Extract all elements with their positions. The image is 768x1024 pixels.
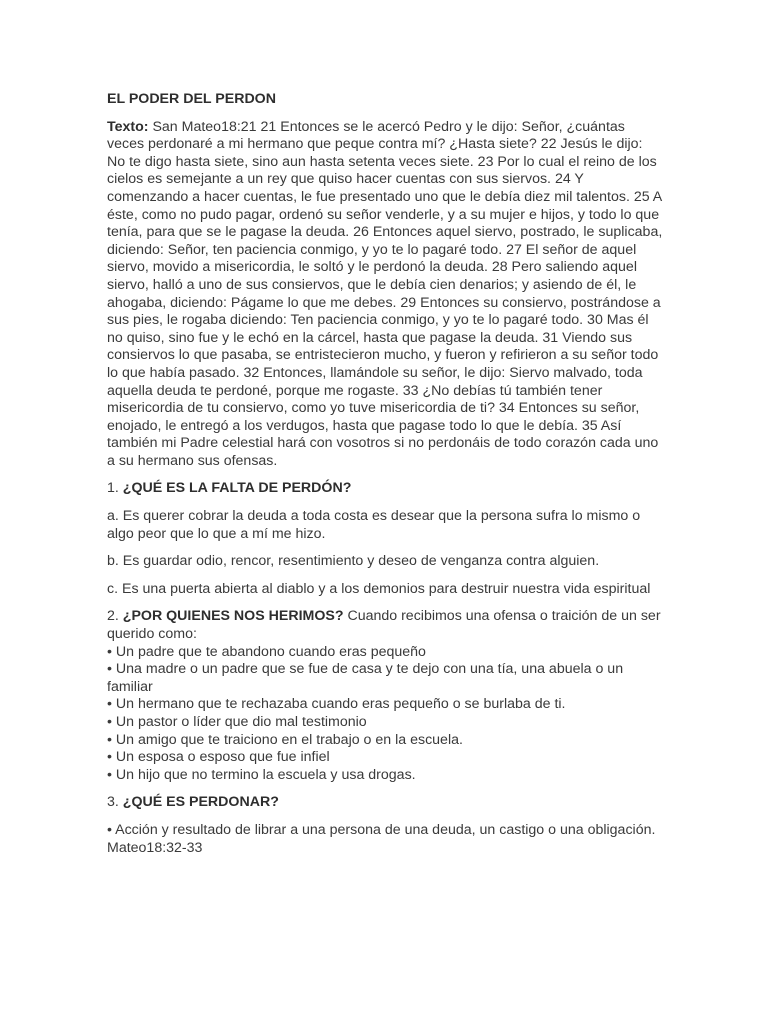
q1-title: ¿QUÉ ES LA FALTA DE PERDÓN? <box>122 480 352 497</box>
list-item: • Una madre o un padre que se fue de casa y te dejo con una tía, una abuela o un familiar <box>107 661 624 695</box>
q3-item: • Acción y resultado de librar a una persona de una deuda, un castigo o una obligación. Mateo18:32-33 <box>107 821 656 856</box>
q2-bullet-list <box>107 644 663 785</box>
texto-label: Texto: <box>107 118 149 135</box>
document-content <box>107 91 663 867</box>
q2-number: 2. <box>107 608 123 625</box>
q3-heading <box>107 794 663 812</box>
q1-item-c: c. Es una puerta abierta al diablo y a los demonios para destruir nuestra vida espiritual <box>107 580 651 597</box>
q1-heading <box>107 480 663 498</box>
texto-body: San Mateo18:21 21 Entonces se le acercó Pedro y le dijo: Señor, ¿cuántas veces perdonaré a mi hermano que peque contra mí? ¿Hasta siete? 22 Jesús le dijo: No te digo hasta siete, sino aun hasta setenta veces siete. 23 Por lo cual el reino de los cielos es semejante a un rey que quiso hacer cuentas con sus siervos. 24 Y comenzando a hacer cuentas, le fue presentado uno que le debía diez mil talentos. 25 A éste, como no pudo pagar, ordenó su señor venderle, y a su mujer e hijos, y todo lo que tenía, para que se le pagase la deuda. 26 Entonces aquel siervo, postrado, le suplicaba, diciendo: Señor, ten paciencia conmigo, y yo te lo pagaré todo. 27 El señor de aquel siervo, movido a misericordia, le soltó y le perdonó la deuda. 28 Pero saliendo aquel siervo, halló a uno de sus consiervos, que le debía cien denarios; y asiendo de él, le ahogaba, diciendo: Págame lo que me debes. 29 Entonces su consiervo, postrándose a sus pies, le rogaba diciendo: Ten paciencia conmigo, y yo te lo pagaré todo. 30 Mas él no quiso, sino fue y le echó en la cárcel, hasta que pagase la deuda. 31 Viendo sus consiervos lo que pasaba, se entristecieron mucho, y fueron y refirieron a su señor todo lo que había pasado. 32 Entonces, llamándole su señor, le dijo: Siervo malvado, toda aquella deuda te perdoné, porque me rogaste. 33 ¿No debías tú también tener misericordia de tu consiervo, como yo tuve misericordia de ti? 34 Entonces su señor, enojado, le entregó a los verdugos, hasta que pagase todo lo que le debía. 35 Así también mi Padre celestial hará con vosotros si no perdonáis de todo corazón cada uno a su hermano sus ofensas. <box>107 118 663 469</box>
texto-paragraph <box>107 119 663 471</box>
q1-item-b: b. Es guardar odio, rencor, resentimiento y deseo de venganza contra alguien. <box>107 553 600 570</box>
list-item: • Un padre que te abandono cuando eras pequeño <box>107 643 426 660</box>
q2-heading <box>107 608 663 643</box>
list-item: • Un pastor o líder que dio mal testimonio <box>107 714 367 730</box>
list-item: • Un hermano que te rechazaba cuando eras pequeño o se burlaba de ti. <box>107 696 566 713</box>
q1-item-a: a. Es querer cobrar la deuda a toda costa es desear que la persona sufra lo mismo o algo peor que lo que a mí me hizo. <box>107 508 641 542</box>
q2-intro: Cuando recibimos una ofensa o traición de un ser querido como: <box>107 608 661 643</box>
q3-number: 3. <box>107 794 123 811</box>
q3-title: ¿QUÉ ES PERDONAR? <box>122 794 279 811</box>
page-title: EL PODER DEL PERDON <box>107 91 276 107</box>
q2-title: ¿POR QUIENES NOS HERIMOS? <box>122 608 344 625</box>
list-item: • Un amigo que te traiciono en el trabajo o en la escuela. <box>107 731 463 748</box>
list-item: • Un hijo que no termino la escuela y usa drogas. <box>107 766 416 783</box>
q1-number: 1. <box>107 480 123 497</box>
list-item: • Un esposa o esposo que fue infiel <box>107 749 330 766</box>
